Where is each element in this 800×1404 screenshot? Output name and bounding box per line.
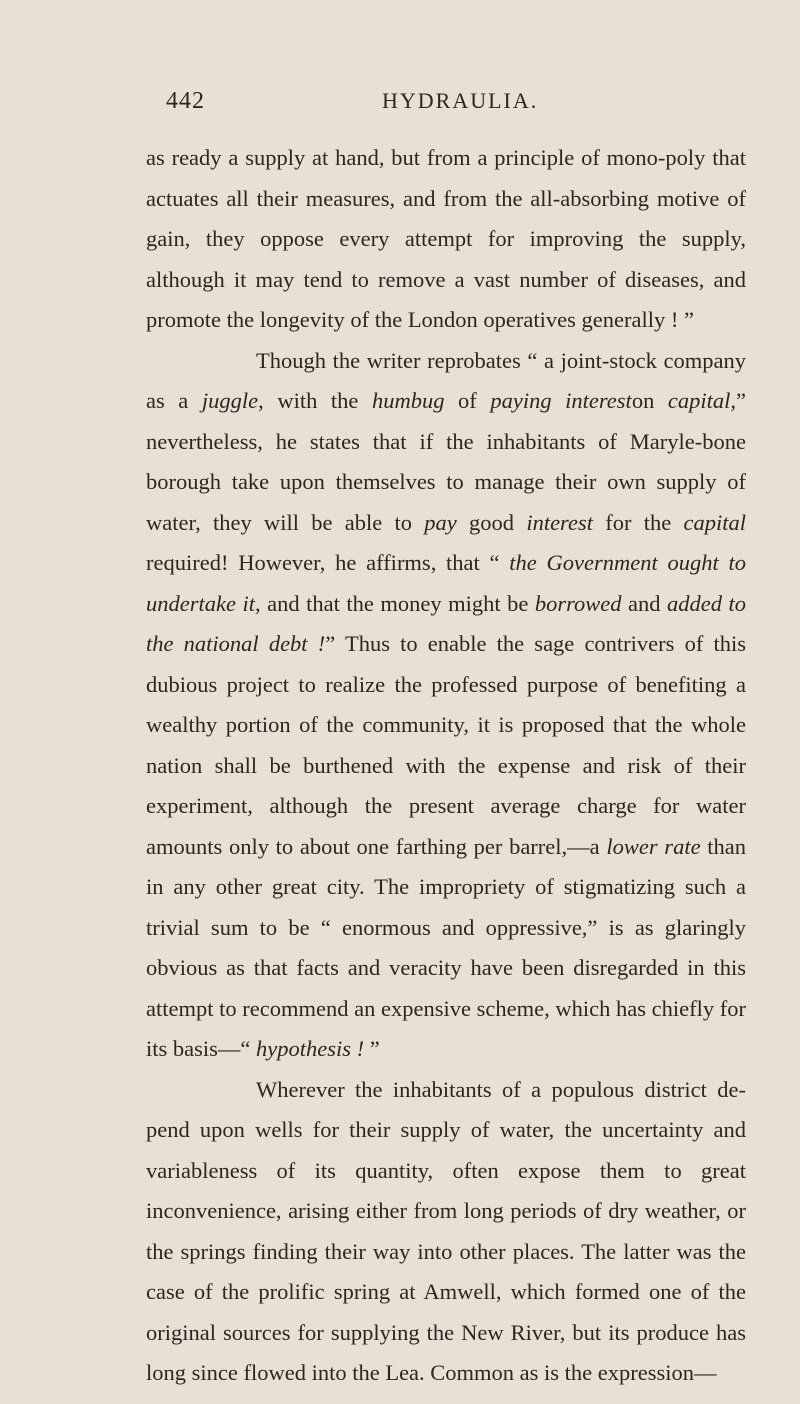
running-head: HYDRAULIA.: [382, 88, 539, 113]
paragraph-1-text: as ready a supply at hand, but from a principle of mono-poly that actuates all their measures, and from the all-absorbing motive of gain, they oppose every attempt for improving the supply, although it may tend to remove a vast number of diseases, and promote the longevity of the London operatives generally ! ”: [146, 145, 746, 332]
paragraph-2: [146, 341, 746, 1070]
text-segment: than in any other great city. The impropriety of stigmatizing such a trivial sum to be “ enormous and oppressive,” is as glaringly obvious as that facts and veracity have been disregarded in this attempt to recommend an expensive scheme, which has chiefly for its basis—“: [146, 833, 747, 1061]
italic-segment: juggle: [201, 388, 259, 413]
text-segment: of: [444, 388, 491, 413]
italic-segment: pay: [424, 509, 457, 535]
italic-segment: capital: [683, 509, 746, 535]
italic-segment: capital,: [667, 388, 737, 413]
italic-segment: hypothesis !: [256, 1036, 365, 1061]
paragraph-3: [146, 1070, 746, 1394]
text-segment: ” nevertheless, he states that if the inhabitants of Maryle-bone borough take upon themselves to manage their own supply of water, they will be able to: [146, 388, 747, 535]
text-segment: for the: [592, 509, 684, 535]
text-segment: and: [621, 590, 667, 616]
italic-segment: borrowed: [534, 590, 622, 616]
text-segment: ” Thus to enable the sage contrivers of this dubious project to realize the professed purpose of benefiting a wealthy portion of the community, it is proposed that the whole nation shall be burthened with the expense and risk of their experiment, although the present average charge for water amounts only to about one farthing per barrel,—a: [146, 631, 746, 859]
italic-segment: paying interest: [490, 388, 632, 413]
italic-segment: lower rate: [606, 833, 701, 859]
italic-segment: added to the national debt !: [146, 590, 746, 656]
text-segment: required! However, he affirms, that “: [146, 550, 510, 575]
text-segment: good: [456, 509, 527, 535]
paragraph-3-text: Wherever the inhabitants of a populous district de-pend upon wells for their supply of water, the uncertainty and variableness of its quantity, often expose them to great inconvenience, arising either from long periods of dry weather, or the springs finding their way into other places. The latter was the case of the prolific spring at Amwell, which formed one of the original sources for supplying the New River, but its produce has long since flowed into the Lea. Common as is the expression—: [146, 1076, 746, 1385]
body-text: [146, 138, 746, 1394]
text-segment: ”: [364, 1036, 380, 1061]
page-header: [166, 88, 746, 118]
text-segment: on: [631, 388, 668, 413]
page-number: 442: [166, 88, 205, 114]
text-segment: , with the: [258, 388, 372, 413]
italic-segment: the Government ought to undertake it,: [146, 550, 746, 616]
paragraph-1: [146, 138, 746, 341]
italic-segment: interest: [526, 509, 593, 535]
italic-segment: humbug: [371, 388, 445, 413]
text-segment: and that the money might be: [260, 590, 535, 616]
text-segment: Though the writer reprobates “ a joint-stock company as a: [146, 347, 746, 413]
